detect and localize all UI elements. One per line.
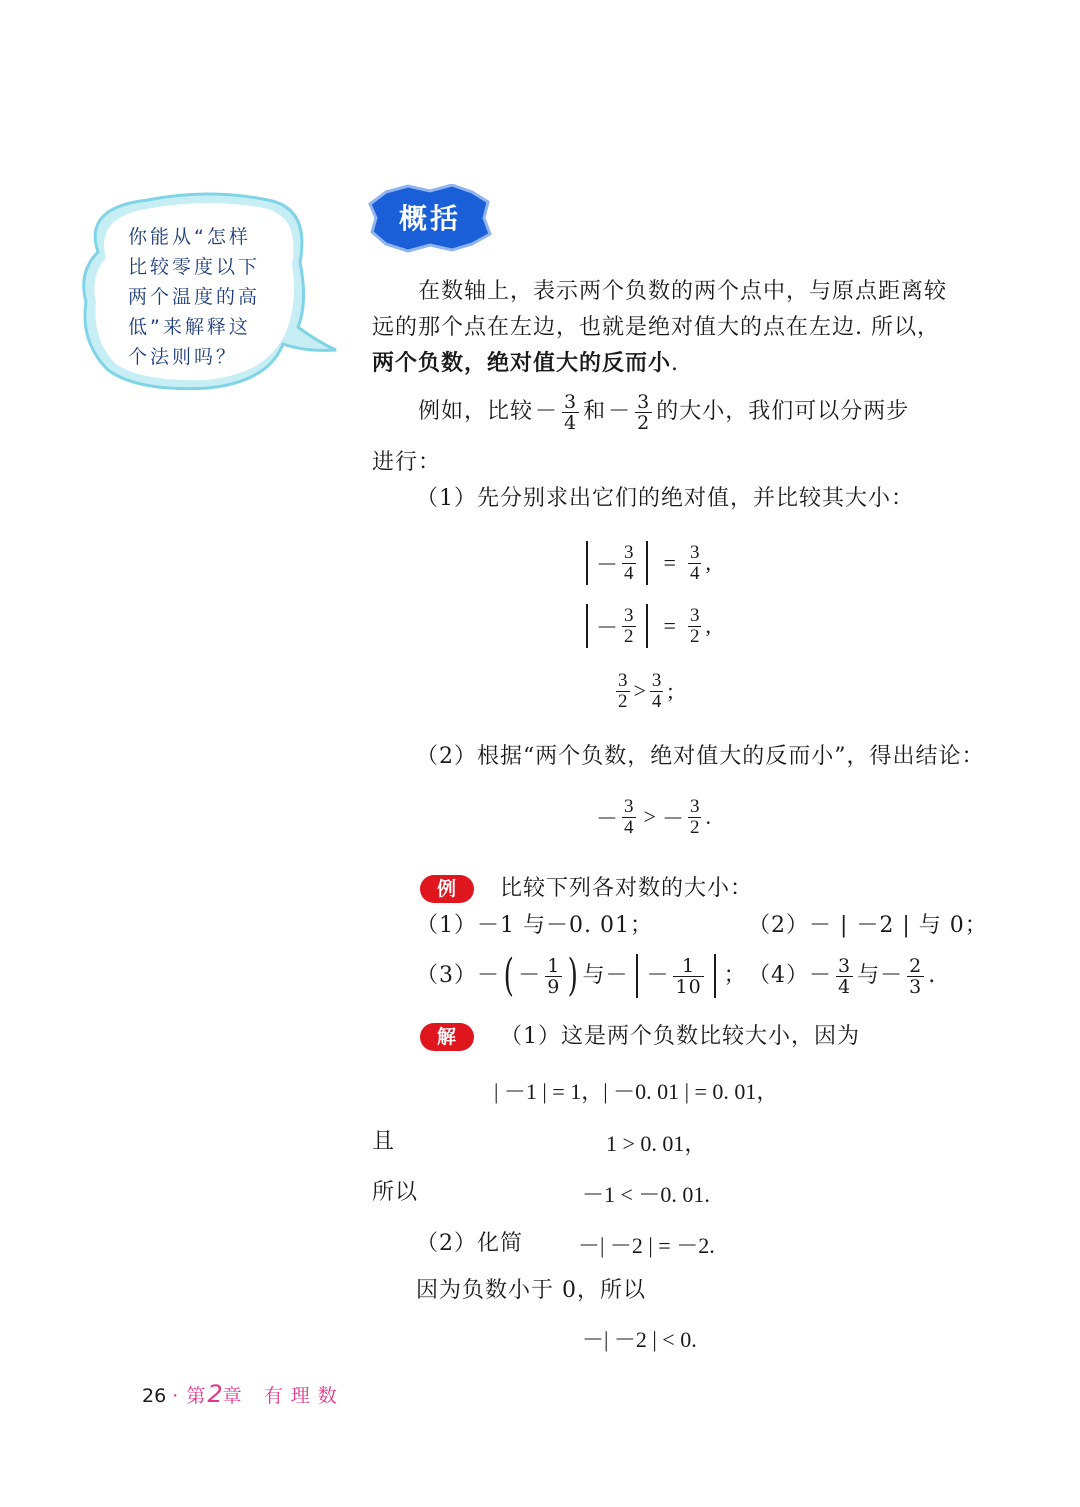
question-4: （4）－ $\frac{3}{4}$ 与－ $\frac{2}{3}$ . <box>748 954 937 998</box>
footer-dot: · <box>172 1385 181 1407</box>
solution-eq-1: | －1 | = 1，| －0. 01 | = 0. 01， <box>494 1079 779 1104</box>
solution-tag: 解 <box>420 1023 474 1051</box>
example-text: 比较下列各对数的大小： <box>500 876 754 901</box>
intro-text-2: 的大小，我们可以分两步 <box>656 399 910 424</box>
example-intro-line <box>418 387 909 437</box>
solution-so: 所以 <box>372 1180 419 1205</box>
solution-and: 且 <box>372 1129 396 1154</box>
solution-eq-3: －1 < －0. 01. <box>582 1182 710 1207</box>
solution-s2-text: 因为负数小于 0，所以 <box>416 1278 646 1303</box>
fraction-3-4: $\frac{3}{4}$ <box>564 390 578 434</box>
para-line-1: 在数轴上，表示两个负数的两个点中，与原点距离较 <box>418 279 948 304</box>
solution-eq-5: －| －2 | < 0. <box>582 1327 697 1352</box>
para-line-2: 远的那个点在左边，也就是绝对值大的点在左边. 所以， <box>372 315 940 340</box>
conclusion-eq: － $\frac{3}{4}$ > － $\frac{3}{2}$ . <box>596 795 711 838</box>
para-line-3 <box>372 348 679 379</box>
chapter-post: 章 <box>222 1385 244 1407</box>
heading-label: 概括 <box>398 202 461 235</box>
example-line <box>420 874 753 904</box>
minus-sign: － <box>608 399 632 424</box>
page-footer <box>142 1380 345 1408</box>
page-number: 26 <box>142 1385 167 1407</box>
chapter-pre: 第 <box>186 1385 208 1407</box>
solution-s1: （1）这是两个负数比较大小，因为 <box>500 1024 860 1049</box>
chapter-title: 有理数 <box>263 1385 345 1407</box>
rule-period: . <box>671 351 680 376</box>
solution-s2-label: （2）化简 <box>416 1231 523 1256</box>
minus-sign: － <box>535 399 559 424</box>
solution-eq-2: 1 > 0. 01， <box>606 1131 707 1156</box>
intro-continue: 进行： <box>372 450 442 475</box>
rule-bold: 两个负数，绝对值大的反而小 <box>372 350 672 376</box>
step-1-text: （1）先分别求出它们的绝对值，并比较其大小： <box>416 486 914 511</box>
question-1: （1）－1 与－0. 01； <box>416 913 653 938</box>
step-2-text: （2）根据“两个负数，绝对值大的反而小”，得出结论： <box>416 744 985 769</box>
abs-eq-2: － $\frac{3}{2}$ = $\frac{3}{2}$ , <box>580 601 711 651</box>
intro-and: 和 <box>583 399 607 424</box>
question-2: （2）－ | －2 | 与 0； <box>748 913 988 938</box>
example-tag: 例 <box>420 875 474 903</box>
chapter-number: 2 <box>207 1380 223 1408</box>
abs-eq-1: － $\frac{3}{4}$ = $\frac{3}{4}$ , <box>580 538 711 588</box>
intro-text-1: 例如，比较 <box>418 399 534 424</box>
solution-line <box>420 1022 860 1052</box>
bubble-text: 你能从“怎样比较零度以下两个温度的高低”来解释这个法则吗？ <box>128 226 261 368</box>
compare-eq: $\frac{3}{2}$ > $\frac{3}{4}$ ; <box>618 669 674 712</box>
question-3: （3）－ ( － $\frac{1}{9}$ ) 与－ － $\frac{1}{10}$ ； <box>416 950 747 1001</box>
solution-eq-4: －| －2 | = －2. <box>578 1233 715 1258</box>
fraction-3-2: $\frac{3}{2}$ <box>637 390 651 434</box>
